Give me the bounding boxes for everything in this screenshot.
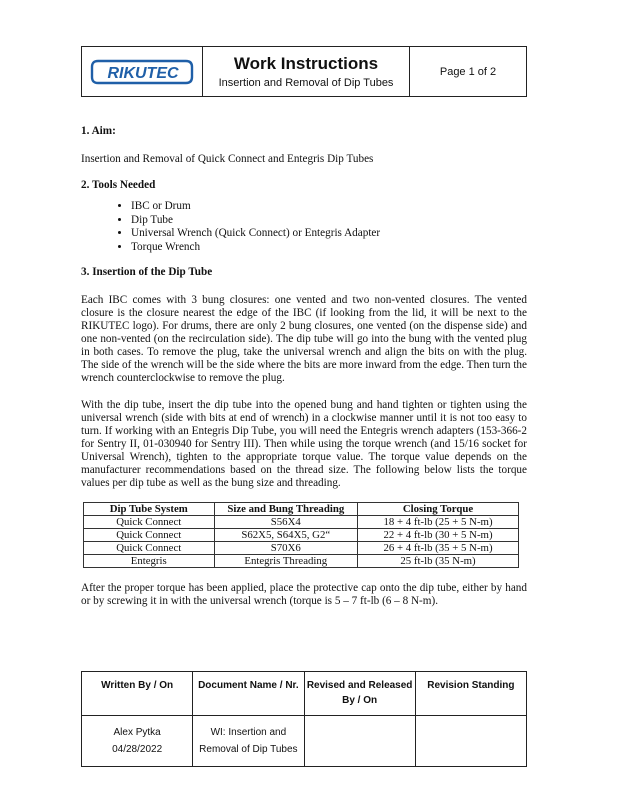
table-cell: Quick Connect [84,542,215,555]
table-row [84,555,519,568]
table-cell: 22 + 4 ft-lb (30 + 5 N-m) [358,529,519,542]
footer-value-row [82,716,527,767]
table-cell: 18 + 4 ft-lb (25 + 5 N-m) [358,516,519,529]
document-header [81,46,527,97]
document-name-line: WI: Insertion and [210,727,287,738]
table-cell: S62X5, S64X5, G2“ [214,529,358,542]
table-cell: Entegris [84,555,215,568]
document-title: Work Instructions [233,53,379,73]
page-number: Page 1 of 2 [439,65,497,78]
document-body [81,120,527,608]
table-row [84,516,519,529]
rikutec-logo [90,59,194,85]
document-name-line: Removal of Dip Tubes [199,744,298,755]
table-cell: S56X4 [214,516,358,529]
col-size-threading: Size and Bung Threading [214,503,358,516]
title-cell [203,47,410,96]
col-closing-torque: Closing Torque [358,503,519,516]
author-name: Alex Pytka [113,727,161,738]
list-item: • Universal Wrench (Quick Connect) or Entegris Adapter [131,227,527,241]
list-item: • Torque Wrench [131,241,527,255]
table-cell: Quick Connect [84,516,215,529]
revised-released-header: Revised and Released By / On [304,672,415,716]
after-torque-text: After the proper torque has been applied, place the protective cap onto the dip tube, either by hand or by screwing it in with the universal wrench (torque is 5 – 7 ft-lb (6 – 8 N-m). [81,582,527,607]
table-cell: 26 + 4 ft-lb (35 + 5 N-m) [358,542,519,555]
document-name-cell [193,716,304,767]
revision-standing-cell [415,716,526,767]
list-item: • Dip Tube [131,214,527,228]
logo-text: RIKUTEC [107,64,179,82]
table-row [84,529,519,542]
author-date: 04/28/2022 [112,744,163,755]
document-name-header: Document Name / Nr. [193,672,304,716]
insertion-paragraph-1: Each IBC comes with 3 bung closures: one vented and two non-vented closures. The vented closure is the closure nearest the edge of the IBC (if looking from the lid, it will be next to the RIKUTEC logo). For drums, there are only 2 bung closures, one vented (on the dispense side) and one non-vented (on the recirculation side). The dip tube will go into the bung with the vented plug in both cases. To remove the plug, take the universal wrench and align the bits on with the plug. The side of the wrench will be the side where the bits are more inward from the edge. Then turn the wrench counterclockwise to remove the plug. [81,294,527,384]
insertion-heading: 3. Insertion of the Dip Tube [81,266,213,278]
revised-released-cell [304,716,415,767]
revision-standing-header: Revision Standing [415,672,526,716]
footer-header-row [82,672,527,716]
written-by-cell [82,716,193,767]
document-subtitle: Insertion and Removal of Dip Tubes [218,76,394,89]
aim-heading: 1. Aim: [81,125,116,137]
aim-text: Insertion and Removal of Quick Connect and Entegris Dip Tubes [81,153,374,165]
tools-heading: 2. Tools Needed [81,179,156,191]
table-cell: Quick Connect [84,529,215,542]
torque-table [83,502,519,568]
list-item: • IBC or Drum [131,200,527,214]
table-cell: Entegris Threading [214,555,358,568]
insertion-paragraph-2: With the dip tube, insert the dip tube into the opened bung and hand tighten or tighten using the universal wrench (side with bits at end of wrench) in a clockwise manner until it is not too easy to turn. If working with an Entegris Dip Tube, you will need the Entegris wrench adapters (153-366-2 for Sentry II, 01-030940 for Sentry III). Then while using the torque wrench (and 15/16 socket for Universal Wrench), tighten to the appropriate torque value. The torque value depends on the manufacturer recommendations based on the thread size. The following below lists the torque values per dip tube as well as the bung size and threading. [81,399,527,489]
table-cell: 25 ft-lb (35 N-m) [358,555,519,568]
table-header-row [84,503,519,516]
tools-list [81,200,527,254]
col-dip-tube-system: Dip Tube System [84,503,215,516]
table-cell: S70X6 [214,542,358,555]
revision-footer-table [81,671,527,767]
written-by-header: Written By / On [82,672,193,716]
table-row [84,542,519,555]
logo-cell [82,47,203,96]
